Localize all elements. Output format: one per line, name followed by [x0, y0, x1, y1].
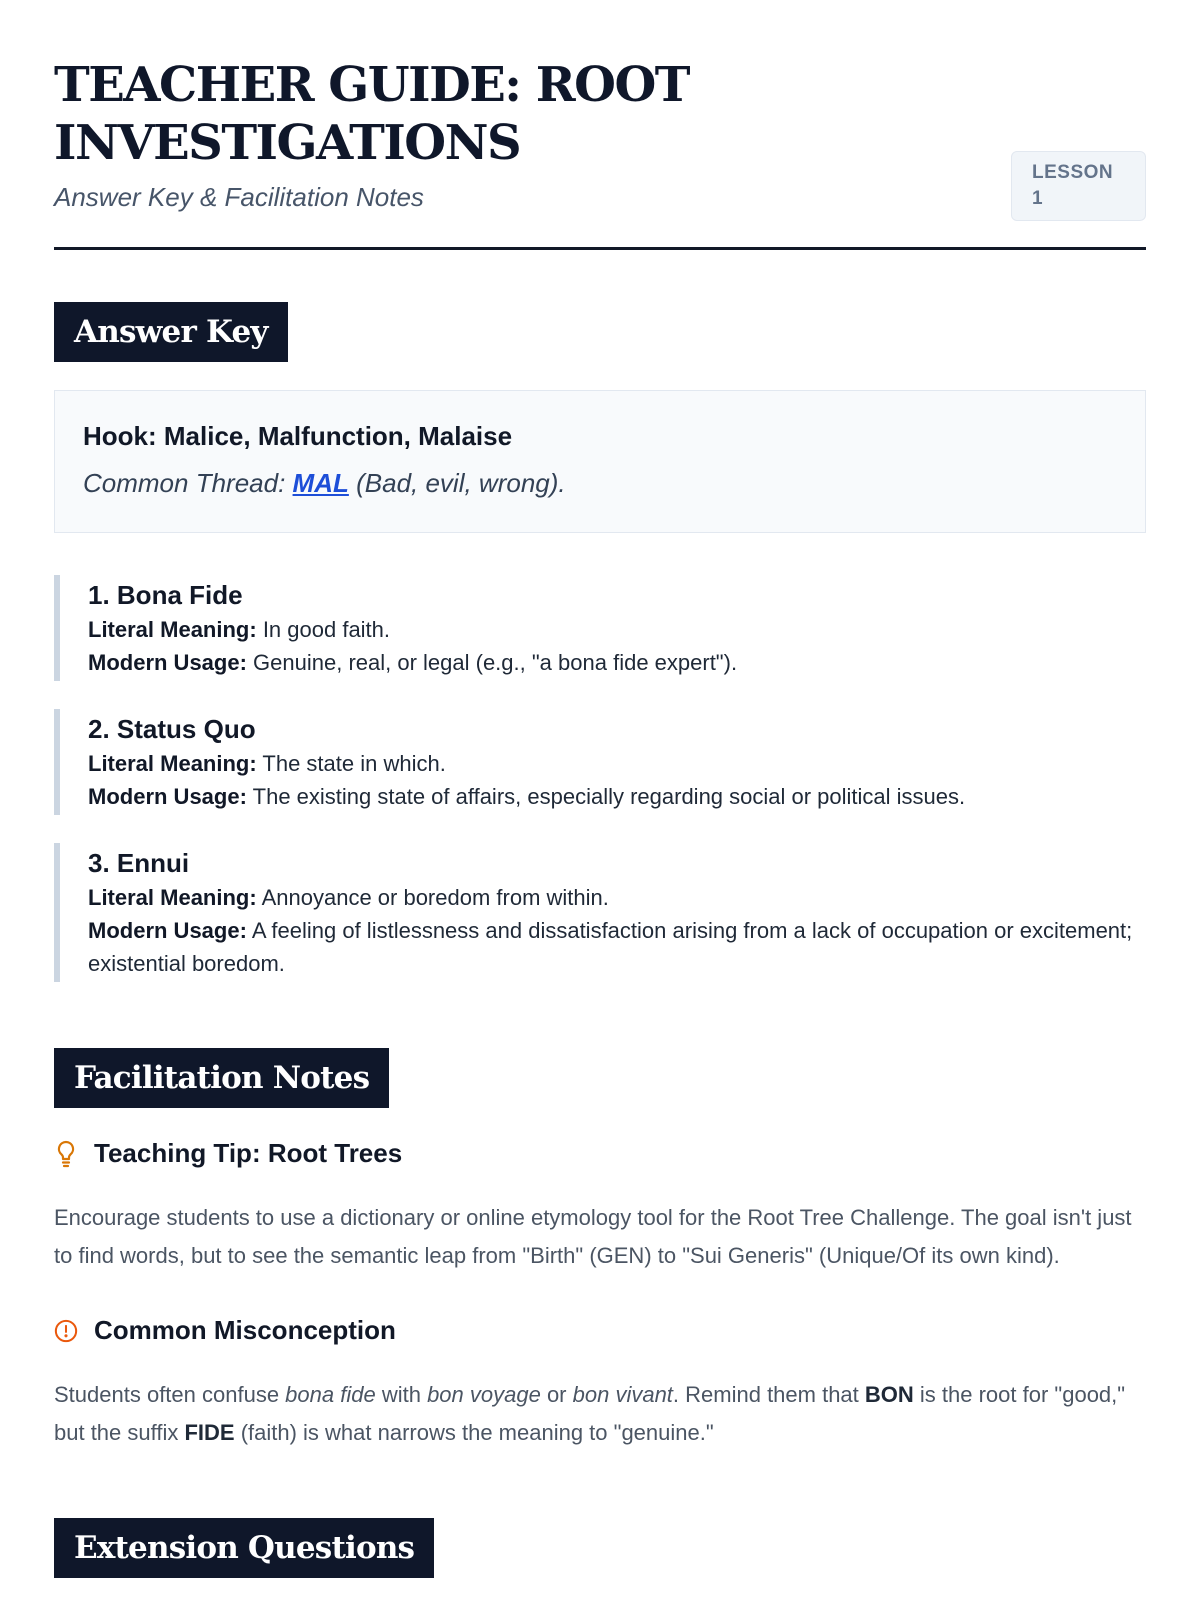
- extension-heading: Extension Questions: [54, 1518, 434, 1578]
- modern-label: Modern Usage:: [88, 650, 247, 675]
- misconception-title: Common Misconception: [94, 1315, 396, 1345]
- lesson-badge: LESSON 1: [1011, 151, 1146, 221]
- suffix-fide: FIDE: [184, 1420, 235, 1445]
- modern-text: A feeling of listlessness and dissatisfaction arising from a lack of occupation or excitement; existential boredom.: [88, 918, 1133, 976]
- term-bon-vivant: bon vivant: [572, 1382, 673, 1407]
- alert-circle-icon: [54, 1316, 78, 1346]
- hook-title: Hook: Malice, Malfunction, Malaise: [83, 421, 513, 451]
- entry-literal: [88, 613, 1146, 646]
- term-bon-voyage: bon voyage: [427, 1382, 541, 1407]
- text-run: with: [375, 1382, 428, 1407]
- literal-text: The state in which.: [262, 751, 446, 776]
- literal-label: Literal Meaning:: [88, 751, 257, 776]
- answer-key-section: [54, 302, 1146, 982]
- teaching-tip-header: [54, 1138, 1146, 1169]
- facilitation-section: [54, 1048, 1146, 1452]
- answer-entry: [54, 575, 1146, 681]
- hook-common-thread: [83, 468, 1117, 499]
- modern-text: Genuine, real, or legal (e.g., "a bona fide expert").: [253, 650, 738, 675]
- teaching-tip-title: Teaching Tip: Root Trees: [94, 1138, 403, 1168]
- answer-entry: [54, 709, 1146, 815]
- entry-literal: [88, 747, 1146, 780]
- entry-modern: [88, 646, 1146, 679]
- entry-modern: [88, 780, 1146, 813]
- text-run: is the root for "good," but the suffix: [54, 1382, 1126, 1445]
- modern-text: The existing state of affairs, especially regarding social or political issues.: [252, 784, 966, 809]
- page-title: TEACHER GUIDE: ROOT INVESTIGATIONS: [54, 57, 689, 171]
- text-run: . Remind them that: [672, 1382, 865, 1407]
- literal-label: Literal Meaning:: [88, 617, 257, 642]
- entry-literal: [88, 881, 1146, 914]
- literal-label: Literal Meaning:: [88, 885, 257, 910]
- misconception-header: [54, 1315, 1146, 1346]
- modern-label: Modern Usage:: [88, 784, 247, 809]
- misconception-text: [54, 1376, 1146, 1452]
- entry-term: 2. Status Quo: [88, 714, 256, 744]
- text-run: or: [540, 1382, 573, 1407]
- page-subtitle: Answer Key & Facilitation Notes: [54, 182, 424, 212]
- answer-key-heading: Answer Key: [54, 302, 288, 362]
- text-run: Students often confuse: [54, 1382, 286, 1407]
- literal-text: In good faith.: [262, 617, 391, 642]
- teaching-tip-text: Encourage students to use a dictionary or online etymology tool for the Root Tree Challenge. The goal isn't just to find words, but to see the semantic leap from "Birth" (GEN) to "Sui Generis" (Unique/Of its own kind).: [54, 1205, 1132, 1268]
- hook-box: [54, 390, 1146, 533]
- text-run: (faith) is what narrows the meaning to "genuine.": [234, 1420, 714, 1445]
- root-bon: BON: [864, 1382, 914, 1407]
- extension-section: [54, 1518, 1146, 1578]
- literal-text: Annoyance or boredom from within.: [261, 885, 609, 910]
- modern-label: Modern Usage:: [88, 918, 247, 943]
- entry-modern: [88, 914, 1146, 980]
- hook-root-meaning: (Bad, evil, wrong).: [356, 468, 566, 498]
- entry-term: 3. Ennui: [88, 848, 190, 878]
- document-header: [54, 0, 1146, 250]
- lightbulb-icon: [54, 1139, 78, 1169]
- facilitation-heading: Facilitation Notes: [54, 1048, 389, 1108]
- hook-thread-label: Common Thread:: [83, 468, 286, 498]
- answer-entry: [54, 843, 1146, 982]
- entry-term: 1. Bona Fide: [88, 580, 243, 610]
- hook-root-link[interactable]: MAL: [292, 468, 349, 498]
- term-bona-fide: bona fide: [285, 1382, 376, 1407]
